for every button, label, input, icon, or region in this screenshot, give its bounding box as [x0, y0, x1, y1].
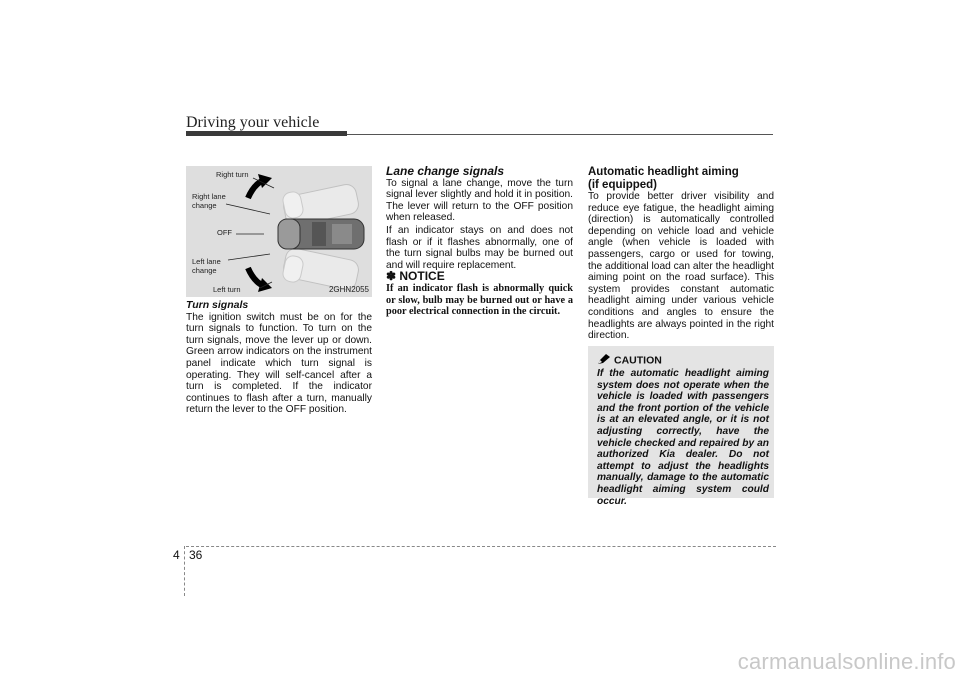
label-right-lane-change: Right lane change [192, 192, 226, 210]
watermark: carmanualsonline.info [737, 649, 956, 674]
footer-vertical-rule [184, 546, 185, 596]
lane-change-section [386, 166, 573, 318]
turn-signals-section [186, 300, 372, 416]
caution-box [588, 346, 774, 507]
label-off: OFF [217, 228, 232, 237]
label-right-turn: Right turn [216, 170, 249, 179]
headlight-section [588, 166, 774, 342]
label-left-lane-change: Left lane change [192, 257, 221, 275]
headlight-body: To provide better driver visibility and reduce eye fatigue, the headlight aiming (direction) is automatically controlled depending on vehicle load and vehicle angle (when vehicle is loaded with passengers, cargo or used for towing, the additional load can alter the headlight aiming point on the road surface). This system provides constant automatic headlight aiming under various vehicle conditions and angles to ensure the headlights are always pointed in the right direction. [588, 191, 774, 342]
caution-heading: CAUTION [598, 354, 662, 367]
caution-body: If the automatic headlight aiming system does not operate when the vehicle is loaded with passengers and the front portion of the vehicle is at an elevated angle, or it is not adjusting correctly, have the vehicle checked and repaired by an authorized Kia dealer. Do not attempt to adjust the headlights manually, damage to the automatic headlight aiming system could occur. [597, 368, 769, 507]
notice-body: If an indicator flash is abnormally quick or slow, bulb may be burned out or have a poor electrical connection in the circuit. [386, 282, 573, 318]
headlight-heading: Automatic headlight aiming (if equipped) [588, 166, 739, 191]
lane-change-body-1: To signal a lane change, move the turn signal lever slightly and hold it in position. The lever will return to the OFF position when released. [386, 177, 573, 224]
chapter-number: 4 [173, 548, 180, 562]
caution-pen-icon [598, 354, 610, 367]
page-header-title: Driving your vehicle [186, 114, 320, 131]
footer-rule [186, 546, 776, 547]
page-number: 36 [189, 548, 203, 562]
header-rule-thin [347, 134, 773, 135]
lane-change-heading: Lane change signals [386, 164, 505, 178]
header-rule-thick [186, 131, 347, 136]
label-left-turn: Left turn [213, 285, 241, 294]
turn-signals-body: The ignition switch must be on for the turn signals to function. To turn on the turn signals, move the lever up or down. Green arrow indicators on the instrument panel indicate which turn signal is operating. They will self-cancel after a turn is completed. If the indicator continues to flash after a turn, manually return the lever to the OFF position. [186, 311, 372, 416]
turn-signal-lever-figure [186, 166, 372, 297]
lever-illustration [186, 166, 372, 297]
figure-code: 2GHN2055 [328, 285, 369, 294]
lane-change-body-2: If an indicator stays on and does not flash or if it flashes abnormally, one of the turn signal bulbs may be burned out and will require replacement. [386, 224, 573, 271]
turn-signals-heading: Turn signals [186, 299, 249, 311]
notice-title: ✽ NOTICE [386, 269, 445, 284]
